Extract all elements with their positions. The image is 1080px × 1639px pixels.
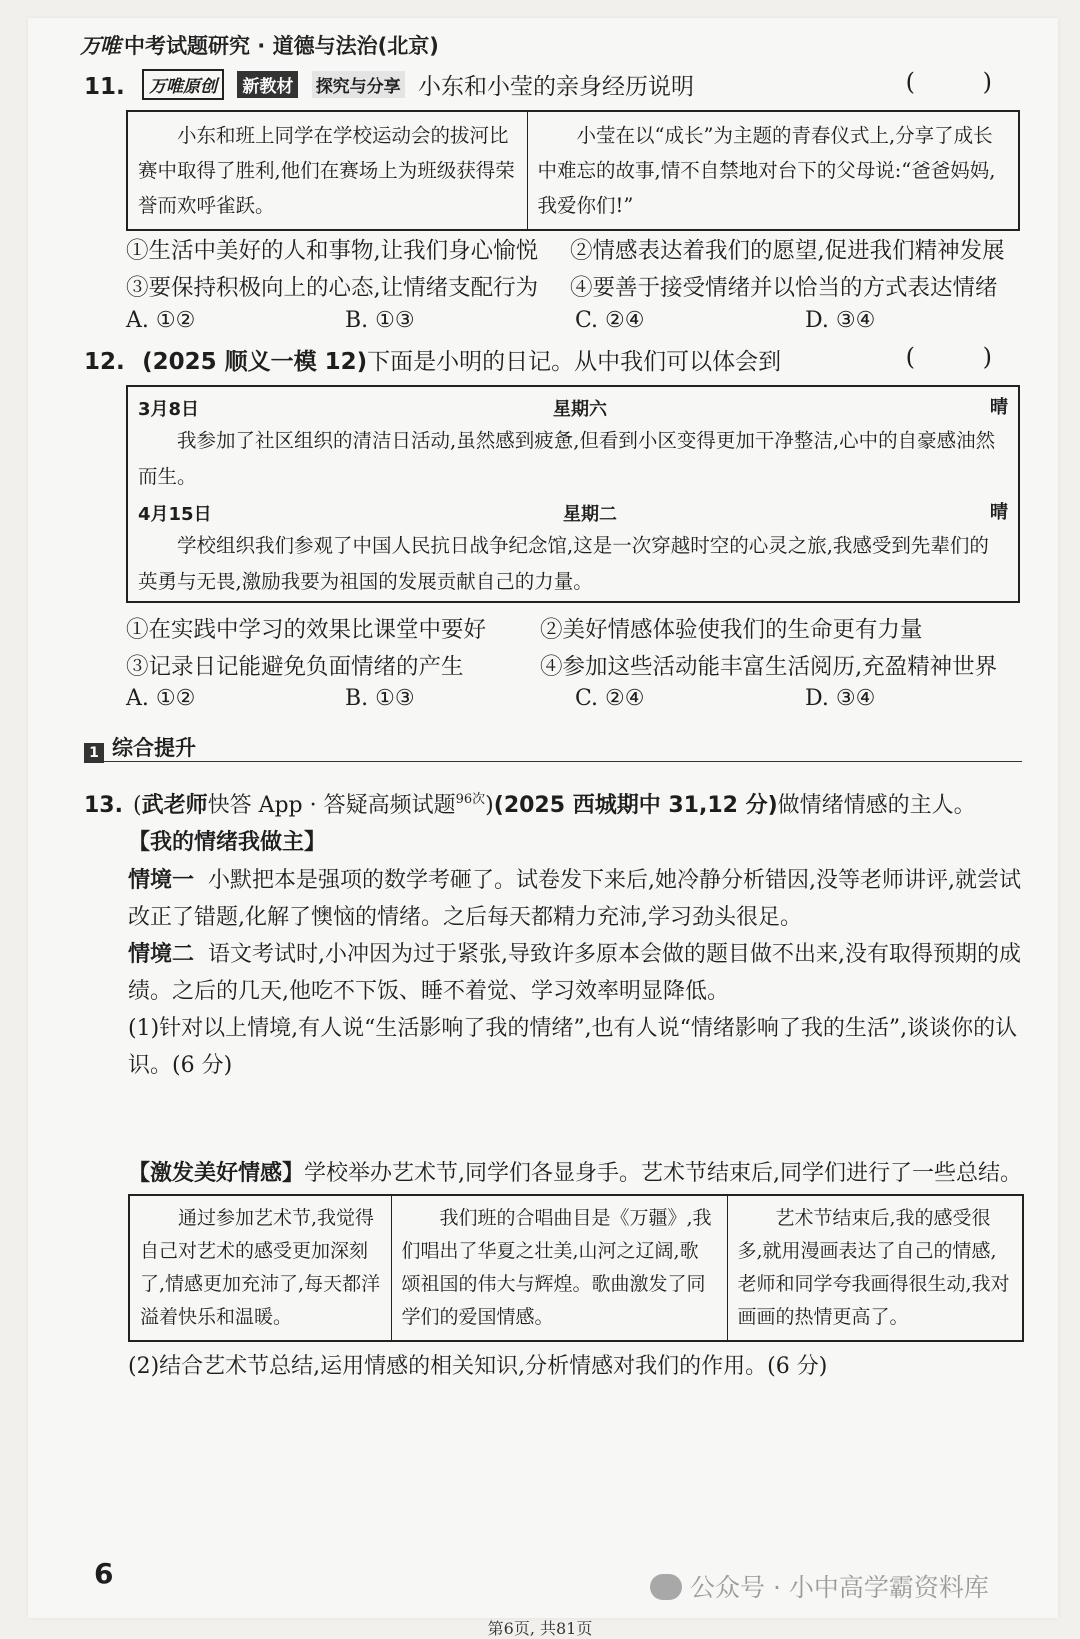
q13-scene-2 <box>128 936 1028 1010</box>
scene-2-text: 语文考试时,小冲因为过于紧张,导致许多原本会做的题目做不出来,没有取得预期的成绩。之后的几天,他吃不下饭、睡不着觉、学习效率明显降低。 <box>128 942 1021 1004</box>
q11-material-right: 小莹在以“成长”为主题的青春仪式上,分享了成长中难忘的故事,情不自禁地对台下的父母说:“爸爸妈妈,我爱你们!” <box>527 111 1019 230</box>
q13-art-table <box>128 1194 1024 1342</box>
q12-option-2: ②美好情感体验使我们的生命更有力量 <box>540 617 923 643</box>
q12-choice-c: C. ②④ <box>575 686 645 711</box>
q13-src-teacher: 武老师 <box>141 793 208 818</box>
q12-option-4: ④参加这些活动能丰富生活阅历,充盈精神世界 <box>540 654 998 680</box>
q11-option-1: ①生活中美好的人和事物,让我们身心愉悦 <box>126 238 539 264</box>
q11-answer-blank: ( ) <box>905 68 1022 96</box>
q13-sub1-title: 【我的情绪我做主】 <box>128 830 327 855</box>
diary-weather-2: 晴 <box>990 502 1008 523</box>
q11-tag-explore: 探究与分享 <box>312 71 405 98</box>
section-title: 综合提升 <box>112 736 196 760</box>
art-summary-1: 通过参加艺术节,我觉得自己对艺术的感受更加深刻了,情感更加充沛了,每天都洋溢着快乐和温暖。 <box>129 1195 391 1341</box>
q11-tag-new-textbook: 新教材 <box>237 71 298 98</box>
scene-1-label: 情境一 <box>128 868 195 893</box>
diary-weekday-2: 星期二 <box>563 504 617 525</box>
q13-sub2 <box>128 1155 1028 1192</box>
watermark <box>650 1568 989 1604</box>
diary-weather-1: 晴 <box>990 397 1008 418</box>
q11-number: 11. <box>84 74 125 100</box>
q11-option-3: ③要保持积极向上的心态,让情绪支配行为 <box>126 275 539 301</box>
q11-material-left: 小东和班上同学在学校运动会的拔河比赛中取得了胜利,他们在赛场上为班级获得荣誉而欢呼雀跃。 <box>127 111 527 230</box>
q13-source: (2025 西城期中 31,12 分) <box>493 793 778 818</box>
q13-src-open: ( <box>132 793 142 818</box>
q12-number: 12. <box>84 349 125 375</box>
wechat-icon <box>650 1574 682 1600</box>
q11-stem-line <box>84 68 694 101</box>
q11-choice-b: B. ①③ <box>345 308 415 333</box>
q13-sub2-title: 【激发美好情感】 <box>128 1161 305 1186</box>
q12-option-3: ③记录日记能避免负面情绪的产生 <box>126 654 464 680</box>
q13-src-close: ) <box>485 793 494 818</box>
q11-choice-d: D. ③④ <box>805 308 876 333</box>
q11-choice-c: C. ②④ <box>575 308 645 333</box>
q11-stem: 小东和小莹的亲身经历说明 <box>418 74 694 100</box>
art-summary-2: 我们班的合唱曲目是《万疆》,我们唱出了华夏之壮美,山河之辽阔,歌颂祖国的伟大与辉煌。歌曲激发了同学们的爱国情感。 <box>391 1195 727 1341</box>
header-title: 中考试题研究 · 道德与法治(北京) <box>124 34 439 58</box>
q11-tag-original: 万唯原创 <box>142 69 224 100</box>
watermark-text: 公众号 · 小中高学霸资料库 <box>690 1573 989 1602</box>
brand-logo: 万唯 <box>80 34 120 58</box>
q13-stem-line <box>84 788 976 819</box>
q11-option-2: ②情感表达着我们的愿望,促进我们精神发展 <box>570 238 1005 264</box>
section-icon: 1 <box>84 743 104 763</box>
q12-answer-blank: ( ) <box>905 343 1022 371</box>
q12-source: (2025 顺义一模 12) <box>142 349 368 375</box>
q12-choice-b: B. ①③ <box>345 686 415 711</box>
scene-1-text: 小默把本是强项的数学考砸了。试卷发下来后,她冷静分析错因,没等老师讲评,就尝试改正了错题,化解了懊恼的情绪。之后每天都精力充沛,学习劲头很足。 <box>128 868 1021 930</box>
q12-stem: 下面是小明的日记。从中我们可以体会到 <box>367 349 782 375</box>
scene-2-label: 情境二 <box>128 942 195 967</box>
diary-text-1: 我参加了社区组织的清洁日活动,虽然感到疲惫,但看到小区变得更加干净整洁,心中的自豪感油然而生。 <box>138 429 996 488</box>
diary-weekday-1: 星期六 <box>553 399 607 420</box>
q13-question-1: (1)针对以上情境,有人说“生活影响了我的情绪”,也有人说“情绪影响了我的生活”,谈谈你的认识。(6 分) <box>128 1016 1018 1078</box>
page-number: 6 <box>94 1557 114 1590</box>
q13-question-2: (2)结合艺术节总结,运用情感的相关知识,分析情感对我们的作用。(6 分) <box>128 1354 828 1379</box>
page-footer: 第6页, 共81页 <box>487 1619 593 1638</box>
diary-date-1: 3月8日 <box>138 399 200 420</box>
running-header <box>80 30 439 60</box>
diary-date-2: 4月15日 <box>138 504 212 525</box>
q12-stem-line <box>84 343 781 376</box>
q12-option-1: ①在实践中学习的效果比课堂中要好 <box>126 617 487 643</box>
q11-material-table <box>126 110 1020 231</box>
art-summary-3: 艺术节结束后,我的感受很多,就用漫画表达了自己的情感,老师和同学夸我画得很生动,我对画画的热情更高了。 <box>727 1195 1023 1341</box>
q13-scene-1 <box>128 862 1028 936</box>
diary-text-2: 学校组织我们参观了中国人民抗日战争纪念馆,这是一次穿越时空的心灵之旅,我感受到先辈们的英勇与无畏,激励我要为祖国的发展贡献自己的力量。 <box>138 534 989 593</box>
q12-choice-a: A. ①② <box>126 686 196 711</box>
q13-src-count: 96次 <box>455 792 486 807</box>
q13-number: 13. <box>84 793 123 818</box>
q13-src-app: 快答 App · 答疑高频试题 <box>207 793 456 818</box>
q13-stem: 做情绪情感的主人。 <box>777 793 976 818</box>
q13-sub2-text: 学校举办艺术节,同学们各显身手。艺术节结束后,同学们进行了一些总结。 <box>304 1161 1023 1186</box>
section-comprehensive <box>84 732 1022 762</box>
q12-diary-box <box>126 385 1020 603</box>
q12-choice-d: D. ③④ <box>805 686 876 711</box>
q11-choice-a: A. ①② <box>126 308 196 333</box>
q11-option-4: ④要善于接受情绪并以恰当的方式表达情绪 <box>570 275 998 301</box>
